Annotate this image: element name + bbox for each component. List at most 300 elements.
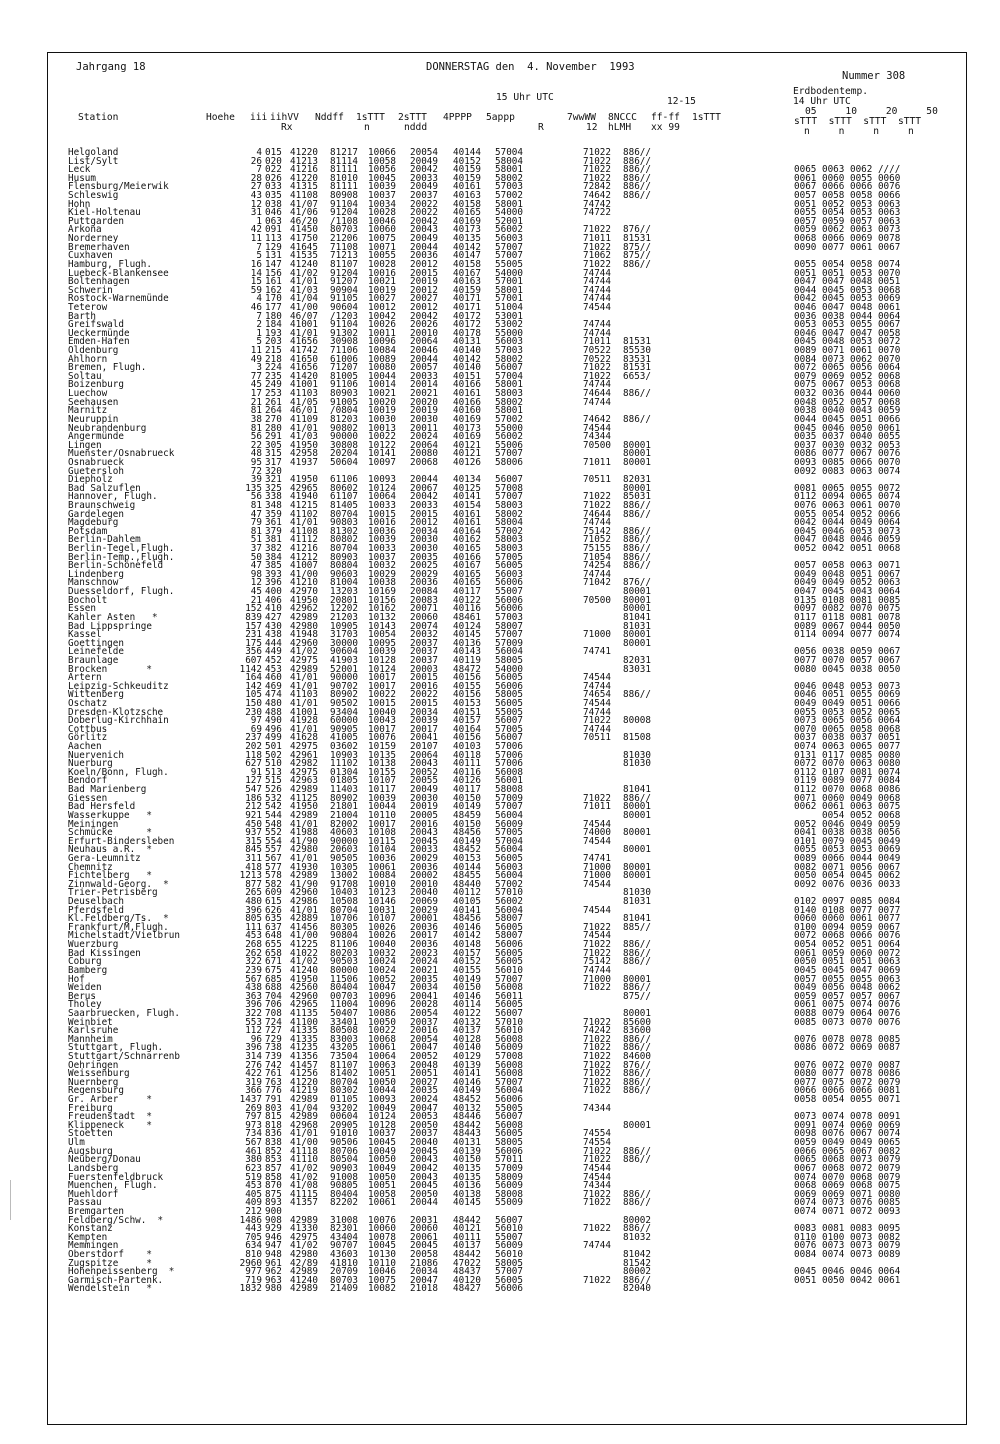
station-1sttt: 10086 [368, 1007, 396, 1019]
station-iii: 501 [265, 741, 282, 753]
station-1sttt: 10096 [368, 336, 396, 348]
station-4pppp: 40105 [453, 896, 481, 908]
station-5appp: 58001 [495, 198, 523, 210]
station-1sttt: 10010 [368, 878, 396, 890]
station-7wwww: 74744 [583, 284, 611, 296]
station-iihvv: 41115 [290, 1188, 318, 1200]
station-4pppp: 40158 [453, 258, 481, 270]
station-nddff: 81203 [330, 413, 358, 425]
station-7wwww: 70522 [583, 345, 611, 357]
station-2sttt: 20061 [410, 1231, 438, 1243]
station-name: Bendorf [68, 775, 108, 787]
station-2sttt: 20034 [410, 982, 438, 994]
station-name: Leck [68, 164, 91, 176]
station-iii: 320 [265, 465, 282, 477]
station-8nccc: 886// [623, 939, 651, 951]
station-5appp: 57007 [495, 1266, 523, 1278]
station-4pppp: 40163 [453, 276, 481, 288]
station-1sttt: 10024 [368, 964, 396, 976]
station-7wwww: 74744 [583, 1240, 611, 1252]
station-1sttt: 10095 [368, 637, 396, 649]
station-2sttt: 20036 [410, 861, 438, 873]
station-soil-temps: 0110 0100 0073 0082 [794, 1231, 901, 1243]
station-4pppp: 40172 [453, 319, 481, 331]
station-7wwww: 74744 [583, 706, 611, 718]
station-soil-temps: 0066 0065 0067 0082 [794, 1145, 901, 1157]
station-4pppp: 40165 [453, 577, 481, 589]
station-8nccc: 82031 [623, 474, 651, 486]
station-7wwww: 71022 [583, 258, 611, 270]
station-hoehe: 276 [245, 1059, 262, 1071]
station-7wwww: 74744 [583, 267, 611, 279]
station-iii: 338 [265, 491, 282, 503]
station-name: Essen [68, 603, 96, 615]
station-2sttt: 20041 [410, 990, 438, 1002]
station-8nccc: 80001 [623, 861, 651, 873]
station-iii: 548 [265, 818, 282, 830]
station-hoehe: 81 [250, 499, 262, 511]
station-iihvv: 41110 [290, 1154, 318, 1166]
station-name: Manschnow [68, 577, 119, 589]
station-4pppp: 40178 [453, 327, 481, 339]
station-soil-temps: 0089 0071 0061 0070 [794, 345, 901, 357]
station-hoehe: 38 [250, 413, 262, 425]
station-1sttt: 10050 [368, 1171, 396, 1183]
station-name: Stuttgart/Schnarrenb [68, 1050, 180, 1062]
station-1sttt: 10051 [368, 1068, 396, 1080]
station-5appp: 58008 [495, 784, 523, 796]
station-2sttt: 20047 [410, 1274, 438, 1286]
station-iihvv: 41950 [290, 594, 318, 606]
station-soil-temps: 0069 0069 0071 0080 [794, 1188, 901, 1200]
station-name: Hohenpeissenberg * [68, 1266, 175, 1278]
station-nddff: 10508 [330, 896, 358, 908]
station-iii: 129 [265, 241, 282, 253]
station-name: Freudenstadt * [68, 1111, 152, 1123]
station-iihvv: 41100 [290, 1016, 318, 1028]
station-hoehe: 315 [245, 835, 262, 847]
station-iihvv: 42975 [290, 1231, 318, 1243]
station-5appp: 57007 [495, 629, 523, 641]
station-5appp: 56008 [495, 1119, 523, 1131]
station-1sttt: 10110 [368, 1257, 396, 1269]
station-5appp: 57007 [495, 801, 523, 813]
station-name: Hamburg, Flugh. [68, 258, 152, 270]
station-7wwww: 75155 [583, 543, 611, 555]
station-iii: 193 [265, 327, 282, 339]
station-soil-temps: 0073 0065 0056 0064 [794, 715, 901, 727]
station-2sttt: 20028 [410, 999, 438, 1011]
station-table [0, 148, 1000, 1293]
station-5appp: 58003 [495, 543, 523, 555]
station-iihvv: 41/01 [290, 327, 318, 339]
station-iii: 453 [265, 663, 282, 675]
station-1sttt: 10017 [368, 672, 396, 684]
station-iihvv: 41315 [290, 181, 318, 193]
station-2sttt: 20016 [410, 1025, 438, 1037]
station-7wwww: 74254 [583, 560, 611, 572]
station-hoehe: 322 [245, 956, 262, 968]
station-iii: 480 [265, 698, 282, 709]
station-1sttt: 10089 [368, 353, 396, 365]
station-7wwww: 71022 [583, 1145, 611, 1157]
station-2sttt: 20050 [410, 1188, 438, 1200]
station-4pppp: 40161 [453, 517, 481, 529]
station-hoehe: 22 [250, 439, 262, 451]
station-8nccc: 886// [623, 525, 651, 537]
station-5appp: 57007 [495, 241, 523, 253]
station-nddff: 81302 [330, 525, 358, 537]
station-1sttt: 10012 [368, 301, 396, 313]
station-7wwww: 71022 [583, 1085, 611, 1097]
station-4pppp: 40135 [453, 1171, 481, 1183]
station-soil-temps: 0047 0047 0048 0051 [794, 276, 901, 288]
station-5appp: 56002 [495, 896, 523, 908]
station-1sttt: 10040 [368, 706, 396, 718]
station-4pppp: 40150 [453, 1154, 481, 1166]
station-5appp: 57003 [495, 345, 523, 357]
station-7wwww: 71000 [583, 870, 611, 882]
station-iihvv: 41219 [290, 1085, 318, 1097]
station-iii: 554 [265, 835, 282, 847]
station-soil-temps: 0050 0051 0051 0063 [794, 956, 901, 968]
station-4pppp: 40116 [453, 603, 481, 615]
station-2sttt: 20019 [410, 276, 438, 288]
station-iihvv: 41/03 [290, 431, 318, 443]
station-iii: 280 [265, 422, 282, 434]
station-name: Schwerin [68, 284, 113, 296]
station-soil-temps: 0068 0066 0069 0078 [794, 233, 901, 245]
station-iihvv: 41216 [290, 543, 318, 555]
station-2sttt: 20027 [410, 293, 438, 305]
station-name: Mannheim [68, 1033, 113, 1045]
station-iihvv: 42958 [290, 448, 318, 460]
station-5appp: 57001 [495, 293, 523, 305]
station-8nccc: 81030 [623, 887, 651, 899]
station-soil-temps: 0097 0082 0070 0075 [794, 603, 901, 615]
station-iii: 091 [265, 224, 282, 236]
station-2sttt: 20045 [410, 1240, 438, 1252]
station-4pppp: 40141 [453, 1068, 481, 1080]
station-8nccc: 80002 [623, 1214, 651, 1226]
station-hoehe: 1213 [239, 870, 262, 882]
station-2sttt: 20016 [410, 680, 438, 692]
station-iihvv: 41/05 [290, 396, 318, 408]
station-iii: 026 [265, 172, 282, 184]
station-7wwww: 70522 [583, 353, 611, 365]
station-nddff: 90802 [330, 422, 358, 434]
station-name: Pferdsfeld [68, 904, 124, 916]
station-nddff: 91008 [330, 1171, 358, 1183]
station-2sttt: 20036 [410, 939, 438, 951]
station-iii: 264 [265, 405, 282, 417]
station-nddff: 80703 [330, 1274, 358, 1286]
station-1sttt: 10044 [368, 801, 396, 813]
station-iihvv: 42960 [290, 637, 318, 649]
station-7wwww: 71022 [583, 1076, 611, 1088]
station-iihvv: 41240 [290, 1274, 318, 1286]
station-5appp: 56008 [495, 1033, 523, 1045]
station-hoehe: 127 [245, 775, 262, 787]
station-1sttt: 10084 [368, 345, 396, 357]
station-1sttt: 10117 [368, 784, 396, 796]
station-iii: 961 [265, 1257, 282, 1269]
station-2sttt: 20015 [410, 698, 438, 709]
station-7wwww: 71022 [583, 241, 611, 253]
station-name: Frankfurt/M,Flugh. [68, 921, 169, 933]
station-iii: 270 [265, 413, 282, 425]
station-8nccc: 85600 [623, 1016, 651, 1028]
station-soil-temps: 0077 0070 0057 0067 [794, 654, 901, 666]
station-hoehe: 45 [250, 379, 262, 391]
station-name: Berlin-Tegel,Flugh. [68, 543, 175, 555]
station-soil-temps: 0083 0081 0083 0095 [794, 1223, 901, 1235]
station-iihvv: 41007 [290, 560, 318, 572]
station-nddff: 80305 [330, 921, 358, 933]
station-hoehe: 719 [245, 1274, 262, 1286]
station-iii: 962 [265, 1266, 282, 1278]
station-2sttt: 20042 [410, 164, 438, 176]
station-7wwww: 74742 [583, 198, 611, 210]
station-2sttt: 20012 [410, 258, 438, 270]
station-iii: 739 [265, 1050, 282, 1062]
station-7wwww: 71022 [583, 147, 611, 158]
station-soil-temps: 0042 0044 0049 0064 [794, 517, 901, 529]
station-7wwww: 74242 [583, 1025, 611, 1037]
station-8nccc: 886// [623, 551, 651, 563]
station-nddff: 93404 [330, 706, 358, 718]
station-hoehe: 480 [245, 896, 262, 908]
station-soil-temps: 0045 0046 0050 0061 [794, 422, 901, 434]
station-1sttt: 10124 [368, 1111, 396, 1123]
station-name: Feldberg/Schw. * [68, 1214, 164, 1226]
station-name: Arkona [68, 224, 102, 236]
station-iihvv: 42965 [290, 482, 318, 494]
station-2sttt: 20022 [410, 689, 438, 701]
station-2sttt: 20084 [410, 586, 438, 598]
station-soil-temps: 0037 0030 0032 0053 [794, 439, 901, 451]
station-1sttt: 10162 [368, 603, 396, 615]
station-1sttt: 10093 [368, 1094, 396, 1106]
station-name: List/Sylt [68, 155, 119, 167]
station-1sttt: 10108 [368, 827, 396, 839]
station-7wwww: 71022 [583, 370, 611, 382]
station-7wwww: 74544 [583, 672, 611, 684]
station-hoehe: 212 [245, 801, 262, 813]
station-5appp: 56010 [495, 964, 523, 976]
station-7wwww: 71022 [583, 172, 611, 184]
station-5appp: 56003 [495, 336, 523, 348]
station-1sttt: 10017 [368, 818, 396, 830]
station-name: Norderney [68, 233, 119, 245]
station-4pppp: 40165 [453, 543, 481, 555]
station-nddff: 90000 [330, 672, 358, 684]
station-2sttt: 20044 [410, 353, 438, 365]
station-5appp: 57008 [495, 482, 523, 494]
station-4pppp: 40112 [453, 887, 481, 899]
station-iihvv: 42989 [290, 1094, 318, 1106]
station-5appp: 57006 [495, 749, 523, 761]
station-5appp: 55005 [495, 258, 523, 270]
station-1sttt: 10044 [368, 1085, 396, 1097]
station-1sttt: 10013 [368, 422, 396, 434]
station-name: Kahler Asten * [68, 611, 158, 623]
station-soil-temps: 0092 0076 0036 0033 [794, 878, 901, 890]
station-7wwww: 71022 [583, 1059, 611, 1071]
station-name: Schmücke * [68, 827, 152, 839]
station-soil-temps: 0091 0074 0060 0069 [794, 1119, 901, 1131]
station-2sttt: 20036 [410, 250, 438, 262]
station-nddff: 20709 [330, 1266, 358, 1278]
station-1sttt: 10115 [368, 835, 396, 847]
station-4pppp: 40165 [453, 568, 481, 580]
station-soil-temps: 0072 0068 0066 0076 [794, 930, 901, 942]
station-iii: 947 [265, 1240, 282, 1252]
station-soil-temps: 0074 0070 0068 0079 [794, 1171, 901, 1183]
station-nddff: 20801 [330, 594, 358, 606]
station-hoehe: 5 [256, 336, 262, 348]
station-4pppp: 40153 [453, 852, 481, 864]
station-4pppp: 40156 [453, 732, 481, 744]
station-hoehe: 973 [245, 1119, 262, 1131]
station-hoehe: 356 [245, 646, 262, 658]
station-5appp: 58007 [495, 930, 523, 942]
station-iii: 379 [265, 525, 282, 537]
station-4pppp: 40146 [453, 990, 481, 1002]
station-8nccc: 886// [623, 1188, 651, 1200]
station-2sttt: 20003 [410, 663, 438, 675]
station-4pppp: 40173 [453, 224, 481, 236]
station-iii: 488 [265, 706, 282, 718]
station-1sttt: 10076 [368, 732, 396, 744]
station-8nccc: 886// [623, 258, 651, 270]
station-7wwww: 71022 [583, 1154, 611, 1166]
station-iii: 542 [265, 801, 282, 813]
station-5appp: 57007 [495, 491, 523, 503]
station-hoehe: 51 [250, 534, 262, 546]
station-iihvv: 42960 [290, 990, 318, 1002]
station-4pppp: 40169 [453, 413, 481, 425]
station-4pppp: 40146 [453, 1076, 481, 1088]
station-hoehe: 443 [245, 1223, 262, 1235]
station-5appp: 58003 [495, 499, 523, 511]
station-name: Leipzig-Schkeuditz [68, 680, 169, 692]
station-name: Saarbruecken, Flugh. [68, 1007, 180, 1019]
station-name: Lindenberg [68, 568, 124, 580]
station-iihvv: 41108 [290, 525, 318, 537]
station-1sttt: 10024 [368, 956, 396, 968]
station-4pppp: 40121 [453, 448, 481, 460]
station-5appp: 52001 [495, 215, 523, 227]
station-nddff: 82202 [330, 1197, 358, 1209]
station-5appp: 56005 [495, 852, 523, 864]
station-2sttt: 20030 [410, 534, 438, 546]
station-8nccc: 82040 [623, 1283, 651, 1295]
station-hoehe: 311 [245, 852, 262, 864]
station-5appp: 55007 [495, 1231, 523, 1243]
station-4pppp: 40166 [453, 396, 481, 408]
station-nddff: 90502 [330, 698, 358, 709]
station-soil-temps: 0048 0052 0057 0068 [794, 396, 901, 408]
station-iihvv: 41930 [290, 861, 318, 873]
station-iihvv: 41/02 [290, 267, 318, 279]
station-iihvv: 41102 [290, 508, 318, 520]
station-iihvv: 41628 [290, 732, 318, 744]
station-hoehe: 21 [250, 594, 262, 606]
station-iii: 249 [265, 379, 282, 391]
station-2sttt: 20036 [410, 577, 438, 589]
station-2sttt: 20054 [410, 1007, 438, 1019]
station-name: Muehldorf [68, 1188, 119, 1200]
station-hoehe: 2 [256, 319, 262, 331]
station-nddff: 50604 [330, 456, 358, 468]
station-hoehe: 98 [250, 568, 262, 580]
station-hoehe: 97 [250, 715, 262, 727]
station-iihvv: 46/07 [290, 310, 318, 322]
station-iii: 063 [265, 215, 282, 227]
station-7wwww: 74544 [583, 1171, 611, 1183]
station-nddff: 91010 [330, 1128, 358, 1140]
station-8nccc: 80001 [623, 809, 651, 821]
station-iii: 215 [265, 345, 282, 357]
station-name: Braunlage [68, 654, 119, 666]
station-iii: 900 [265, 1205, 282, 1217]
volume-label: Jahrgang 18 [76, 61, 146, 73]
station-name: Oehringen [68, 1059, 119, 1071]
station-1sttt: 10143 [368, 620, 396, 632]
station-nddff: 81004 [330, 577, 358, 589]
station-iii: 729 [265, 1033, 282, 1045]
station-5appp: 57011 [495, 1154, 523, 1166]
station-2sttt: 20015 [410, 672, 438, 684]
station-5appp: 57006 [495, 741, 523, 753]
station-7wwww: 71000 [583, 973, 611, 985]
station-iihvv: 41/01 [290, 904, 318, 916]
station-5appp: 58003 [495, 534, 523, 546]
station-hoehe: 95 [250, 456, 262, 468]
station-5appp: 56005 [495, 672, 523, 684]
station-1sttt: 10107 [368, 913, 396, 925]
station-name: Wasserkuppe * [68, 809, 152, 821]
station-iii: 552 [265, 827, 282, 839]
station-soil-temps: 0102 0097 0085 0084 [794, 896, 901, 908]
station-soil-temps: 0059 0062 0063 0073 [794, 224, 901, 236]
station-nddff: 90505 [330, 852, 358, 864]
station-4pppp: 48455 [453, 870, 481, 882]
station-5appp: 56006 [495, 680, 523, 692]
station-5appp: 55000 [495, 327, 523, 339]
station-2sttt: 20054 [410, 1033, 438, 1045]
station-1sttt: 10020 [368, 396, 396, 408]
station-4pppp: 40164 [453, 723, 481, 735]
station-4pppp: 48440 [453, 878, 481, 890]
station-2sttt: 20017 [410, 930, 438, 942]
station-iihvv: 42989 [290, 809, 318, 821]
station-8nccc: 886// [623, 1033, 651, 1045]
station-1sttt: 10049 [368, 1162, 396, 1174]
station-name: Coburg [68, 956, 102, 968]
station-1sttt: 10082 [368, 1283, 396, 1295]
station-8nccc: 886// [623, 982, 651, 994]
station-2sttt: 20045 [410, 1145, 438, 1157]
station-4pppp: 48427 [453, 1283, 481, 1295]
station-4pppp: 40125 [453, 482, 481, 494]
station-nddff: 91105 [330, 293, 358, 305]
station-5appp: 58005 [495, 654, 523, 666]
station-2sttt: 20034 [410, 1266, 438, 1278]
station-4pppp: 40124 [453, 620, 481, 632]
station-nddff: 83003 [330, 1033, 358, 1045]
